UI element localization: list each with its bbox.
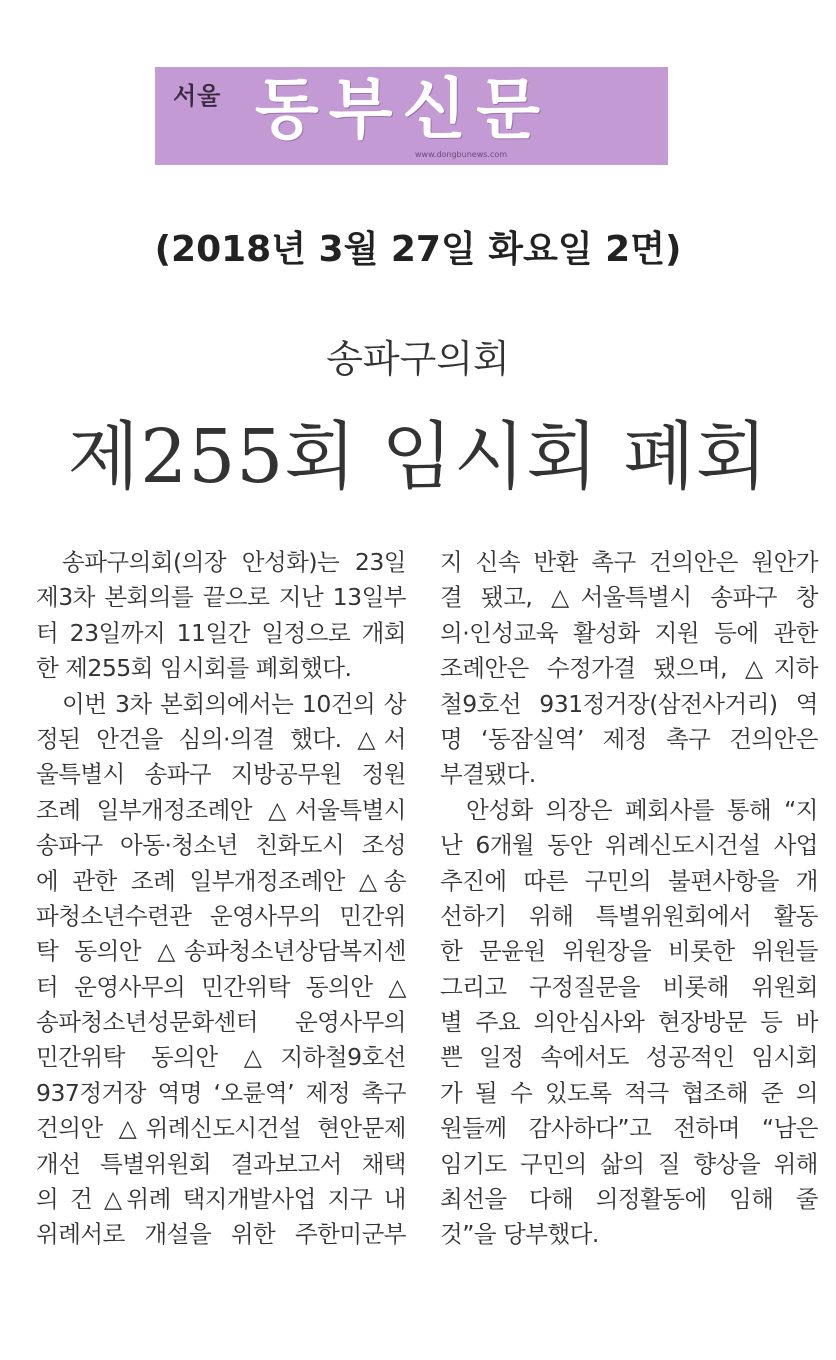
body-text-line: 임기도 구민의 삶의 질 향상을 위해 [440, 1149, 818, 1178]
body-text-line: 터 운영사무의 민간위탁 동의안 △ [36, 972, 406, 1001]
body-text-line: 철9호선 931정거장(삼전사거리) 역 [440, 689, 818, 718]
body-text-line: 민간위탁 동의안 △지하철9호선 [36, 1043, 406, 1072]
article-kicker: 송파구의회 [326, 337, 510, 381]
body-text-line: 송파구의회(의장 안성화)는 23일 [62, 548, 406, 576]
body-text-line: 난 6개월 동안 위례신도시건설 사업 [440, 831, 818, 860]
body-text-line: 추진에 따른 구민의 불편사항을 개 [440, 866, 818, 895]
newspaper-masthead-logo [155, 67, 668, 165]
body-text-line: 송파구 아동·청소년 친화도시 조성 [36, 831, 406, 860]
body-text-line: 개선 특별위원회 결과보고서 채택 [36, 1149, 406, 1178]
body-text-line: 울특별시 송파구 지방공무원 정원 [36, 760, 406, 789]
body-text-line: 명 ‘동잠실역’ 제정 촉구 건의안은 [440, 724, 818, 753]
body-text-line: 송파청소년성문화센터 운영사무의 [36, 1008, 406, 1037]
body-text-line: 부결됐다. [440, 760, 536, 789]
masthead-url: www.dongbunews.com [415, 150, 508, 159]
body-text-line: 이번 3차 본회의에서는 10건의 상 [62, 689, 406, 718]
body-text-line: 조례 일부개정조례안 △서울특별시 [36, 795, 406, 824]
body-text-line: 최선을 다해 의정활동에 임해 줄 [440, 1185, 818, 1214]
article-column-left [36, 545, 406, 1253]
body-text-line: 에 관한 조례 일부개정조례안 △송 [36, 866, 406, 895]
body-text-line: 한 제255회 임시회를 폐회했다. [36, 654, 352, 683]
body-text-line: 원들께 감사하다”고 전하며 “남은 [440, 1114, 818, 1143]
body-text-line: 쁜 일정 속에서도 성공적인 임시회 [440, 1043, 818, 1072]
body-text-line: 그리고 구정질문을 비롯해 위원회 [440, 972, 818, 1001]
body-text-line: 정된 안건을 심의·의결 했다. △서 [36, 724, 406, 753]
body-text-line: 별 주요 의안심사와 현장방문 등 바 [440, 1008, 818, 1037]
body-text-line: 한 문윤원 위원장을 비롯한 위원들 [440, 937, 818, 966]
body-text-line: 937정거장 역명 ‘오륜역’ 제정 촉구 [36, 1078, 406, 1107]
body-text-line: 안성화 의장은 폐회사를 통해 “지 [466, 795, 818, 824]
body-text-line: 제3차 본회의를 끝으로 지난 13일부 [36, 583, 406, 612]
body-text-line: 의 건 △위례 택지개발사업 지구 내 [36, 1185, 406, 1214]
body-text-line: 파청소년수련관 운영사무의 민간위 [36, 901, 406, 930]
body-text-line: 가 될 수 있도록 적극 협조해 준 의 [440, 1078, 818, 1107]
body-text-line: 지 신속 반환 촉구 건의안은 원안가 [440, 548, 818, 576]
body-text-line: 건의안 △위례신도시건설 현안문제 [36, 1114, 406, 1143]
masthead-name: 동부신문 [255, 70, 551, 148]
body-text-line: 터 23일까지 11일간 일정으로 개회 [36, 618, 406, 647]
body-text-line: 것”을 당부했다. [440, 1220, 599, 1249]
body-text-line: 위례서로 개설을 위한 주한미군부 [36, 1220, 406, 1249]
body-text-line: 조례안은 수정가결 됐으며, △지하 [440, 654, 818, 683]
body-text-line: 의·인성교육 활성화 지원 등에 관한 [440, 618, 818, 647]
body-text-line: 선하기 위해 특별위원회에서 활동 [440, 901, 818, 930]
article-headline: 제255회 임시회 폐회 [67, 414, 769, 500]
body-text-line: 탁 동의안 △송파청소년상담복지센 [36, 937, 406, 966]
masthead-prefix: 서울 [173, 82, 222, 110]
publication-dateline: (2018년 3월 27일 화요일 2면) [154, 229, 682, 270]
article-column-right [440, 545, 818, 1253]
body-text-line: 결 됐고, △서울특별시 송파구 창 [440, 583, 818, 612]
